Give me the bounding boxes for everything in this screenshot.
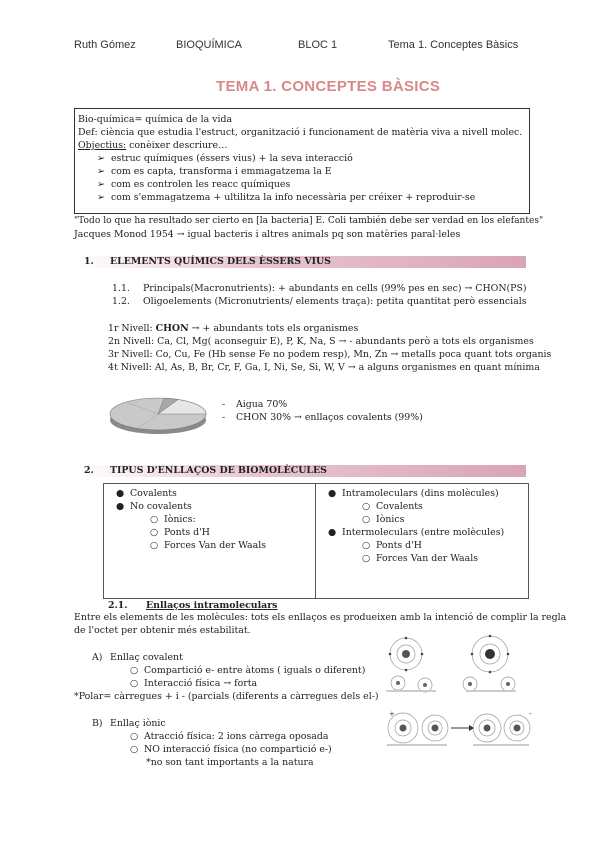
circle-bullet-icon: ○ bbox=[362, 553, 371, 564]
subsection-1-1-text: Principals(Macronutrients): + abundants en cells (99% pes en sec) → CHON(PS) bbox=[143, 283, 527, 294]
covalent-label: A) bbox=[92, 652, 103, 663]
intro-item-text: com es controlen les reacc químiques bbox=[111, 179, 291, 190]
level-3 bbox=[108, 349, 551, 360]
level-text: → + abundants tots els organismes bbox=[188, 323, 359, 334]
left-covalents bbox=[116, 488, 177, 499]
intro-item bbox=[97, 153, 353, 164]
subsection-2-1-title: Enllaços intramoleculars bbox=[146, 600, 278, 611]
section-2-heading bbox=[76, 465, 526, 477]
objectius-text: conèixer descriure… bbox=[126, 140, 228, 151]
level-bold: CHON bbox=[155, 323, 189, 334]
ionic-item bbox=[130, 744, 332, 755]
level-1 bbox=[108, 323, 358, 334]
list-item-text: Iònics bbox=[376, 514, 405, 525]
level-label: 3r Nivell: bbox=[108, 349, 156, 360]
quote-line-1: "Todo lo que ha resultado ser cierto en [la bacteria] E. Coli también debe ser verdad en los elefantes" bbox=[74, 216, 544, 226]
intra-intro-2: de l'octet per obtenir més estabilitat. bbox=[74, 625, 251, 636]
list-item-text: Intermoleculars (entre molècules) bbox=[342, 527, 505, 538]
intro-item-text: com s'emmagatzema + ultilitza la info necessària per créixer + reproduir-se bbox=[111, 192, 476, 203]
covalent-note: *Polar= càrregues + i - (parcials (diferents a càrregues dels el-) bbox=[74, 691, 379, 702]
table-divider bbox=[315, 484, 316, 598]
list-item-text: Forces Van der Waals bbox=[376, 553, 479, 564]
circle-bullet-icon: ○ bbox=[150, 540, 159, 551]
quote-line-2: Jacques Monod 1954 → igual bacteris i altres animals pq son matèries paral·leles bbox=[74, 229, 461, 240]
arrow-bullet-icon: ➢ bbox=[97, 153, 105, 164]
circle-bullet-icon: ○ bbox=[150, 514, 159, 525]
list-item-text: Covalents bbox=[130, 488, 177, 499]
intro-objectius bbox=[78, 140, 227, 151]
circle-bullet-icon: ○ bbox=[130, 744, 139, 755]
right-inter-ponts bbox=[362, 540, 422, 551]
intro-item-text: com es capta, transforma i emmagatzema la E bbox=[111, 166, 332, 177]
ionic-label: B) bbox=[92, 718, 103, 729]
svg-text:+: + bbox=[389, 710, 395, 718]
circle-bullet-icon: ○ bbox=[130, 665, 139, 676]
page-title: TEMA 1. CONCEPTES BÀSICS bbox=[216, 78, 441, 95]
left-sub-ionics bbox=[150, 514, 196, 525]
arrow-bullet-icon: ➢ bbox=[97, 179, 105, 190]
right-intra-ionics bbox=[362, 514, 404, 525]
header-topic: Tema 1. Conceptes Bàsics bbox=[388, 39, 519, 51]
circle-bullet-icon: ○ bbox=[150, 527, 159, 538]
left-sub-ponts bbox=[150, 527, 210, 538]
dot-bullet-icon: ● bbox=[328, 527, 337, 538]
intro-item-text: estruc químiques (éssers vius) + la seva interacció bbox=[111, 153, 353, 164]
level-label: 1r Nivell: bbox=[108, 323, 156, 334]
list-item-text: Intramoleculars (dins molècules) bbox=[342, 488, 499, 499]
list-item-text: Iònics: bbox=[164, 514, 196, 525]
level-4 bbox=[108, 362, 540, 373]
intro-line-1: Bio-química= química de la vida bbox=[78, 114, 233, 125]
circle-bullet-icon: ○ bbox=[362, 514, 371, 525]
list-item-text: Forces Van der Waals bbox=[164, 540, 267, 551]
subsection-1-2-number: 1.2. bbox=[112, 296, 130, 307]
ionic-bond-diagram-image bbox=[383, 708, 533, 748]
circle-bullet-icon: ○ bbox=[362, 501, 371, 512]
section-2-number: 2. bbox=[84, 465, 94, 476]
composition-text: Aigua 70% bbox=[236, 399, 288, 410]
list-item-text: Atracció física: 2 ions càrrega oposada bbox=[144, 731, 329, 742]
subsection-1-1-number: 1.1. bbox=[112, 283, 130, 294]
level-text: Ca, Cl, Mg( aconseguir E), P, K, Na, S → - abundants però a tots els organismes bbox=[157, 336, 534, 347]
dash-bullet-icon: - bbox=[222, 399, 226, 410]
circle-bullet-icon: ○ bbox=[130, 731, 139, 742]
level-2 bbox=[108, 336, 534, 347]
covalent-item bbox=[130, 665, 365, 676]
svg-text:-: - bbox=[529, 710, 532, 718]
list-item-text: Ponts d'H bbox=[376, 540, 422, 551]
arrow-bullet-icon: ➢ bbox=[97, 166, 105, 177]
intra-intro-1: Entre els elements de les molècules: tots els enllaços es produeixen amb la intenció de complir la regla bbox=[74, 612, 567, 623]
objectius-label: Objectius: bbox=[78, 140, 127, 151]
bond-types-table bbox=[103, 483, 529, 599]
right-inter-vdw bbox=[362, 553, 478, 564]
ionic-note: *no son tant importants a la natura bbox=[146, 757, 314, 768]
section-1-number: 1. bbox=[84, 256, 94, 267]
intro-item bbox=[97, 192, 475, 203]
left-no-covalents bbox=[116, 501, 192, 512]
level-text: Co, Cu, Fe (Hb sense Fe no podem resp), Mn, Zn → metalls poca quant tots organis bbox=[155, 349, 552, 360]
level-label: 2n Nivell: bbox=[108, 336, 158, 347]
circle-bullet-icon: ○ bbox=[362, 540, 371, 551]
intro-box bbox=[74, 108, 530, 214]
section-2-title: TIPUS D'ENLLAÇOS DE BIOMOLÈCULES bbox=[110, 465, 327, 476]
right-intra bbox=[328, 488, 499, 499]
dot-bullet-icon: ● bbox=[116, 488, 125, 499]
covalent-title: Enllaç covalent bbox=[110, 652, 183, 663]
list-item-text: Compartició e- entre àtoms ( iguals o diferent) bbox=[144, 665, 366, 676]
level-label: 4t Nivell: bbox=[108, 362, 155, 373]
subsection-1-2-text: Oligoelements (Micronutrients/ elements traça): petita quantitat però essencials bbox=[143, 296, 527, 307]
section-1-heading bbox=[76, 256, 526, 268]
list-item-text: No covalents bbox=[130, 501, 192, 512]
composition-item-chon bbox=[222, 412, 423, 423]
header-block: BLOC 1 bbox=[298, 39, 338, 51]
section-1-title: ELEMENTS QUÍMICS DELS ÈSSERS VIUS bbox=[110, 256, 331, 267]
header-author: Ruth Gómez bbox=[74, 39, 136, 51]
ionic-title: Enllaç iònic bbox=[110, 718, 166, 729]
covalent-item bbox=[130, 678, 257, 689]
covalent-bond-diagram-image bbox=[380, 630, 530, 696]
list-item-text: NO interacció física (no compartició e-) bbox=[144, 744, 332, 755]
list-item-text: Covalents bbox=[376, 501, 423, 512]
dot-bullet-icon: ● bbox=[116, 501, 125, 512]
intro-line-2: Def: ciència que estudia l'estruct, organització i funcionament de matèria viva a nivell molec. bbox=[78, 127, 523, 138]
subsection-2-1-number: 2.1. bbox=[108, 600, 128, 611]
right-inter bbox=[328, 527, 504, 538]
list-item-text: Ponts d'H bbox=[164, 527, 210, 538]
composition-item-water bbox=[222, 399, 287, 410]
dot-bullet-icon: ● bbox=[328, 488, 337, 499]
dash-bullet-icon: - bbox=[222, 412, 226, 423]
header-subject: BIOQUÍMICA bbox=[176, 39, 243, 51]
intro-item bbox=[97, 179, 290, 190]
left-sub-vdw bbox=[150, 540, 266, 551]
list-item-text: Interacció física → forta bbox=[144, 678, 258, 689]
composition-text: CHON 30% → enllaços covalents (99%) bbox=[236, 412, 423, 423]
ionic-item bbox=[130, 731, 328, 742]
circle-bullet-icon: ○ bbox=[130, 678, 139, 689]
arrow-bullet-icon: ➢ bbox=[97, 192, 105, 203]
intro-item bbox=[97, 166, 332, 177]
composition-pie-image bbox=[106, 390, 210, 438]
right-intra-covalents bbox=[362, 501, 423, 512]
level-text: Al, As, B, Br, Cr, F, Ga, I, Ni, Se, Si, W, V → a alguns organismes en quant mínima bbox=[154, 362, 540, 373]
